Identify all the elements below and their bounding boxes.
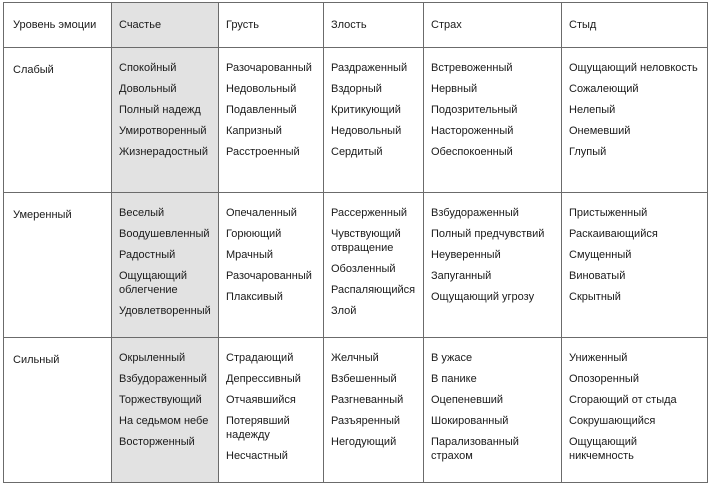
emotion-word: Полный надежд: [119, 104, 201, 116]
emotion-word: Спокойный: [119, 62, 177, 74]
cell-weak-shame: [562, 48, 708, 193]
emotion-word: Удовлетворенный: [119, 305, 211, 317]
emotion-word: Скрытный: [569, 291, 621, 303]
emotion-word: Окрыленный: [119, 352, 186, 364]
emotion-word: Ощущающий никчемность: [569, 436, 637, 462]
cell-strong-fear: [424, 338, 562, 483]
emotion-word: В ужасе: [431, 352, 473, 364]
emotion-word: Пристыженный: [569, 207, 648, 219]
emotion-word: Несчастный: [226, 450, 288, 462]
cell-weak-fear: [424, 48, 562, 193]
emotion-word: Вздорный: [331, 83, 382, 95]
emotion-word: Неуверенный: [431, 249, 501, 261]
emotion-word: Сердитый: [331, 146, 383, 158]
cell-strong-shame: [562, 338, 708, 483]
cell-moderate-happiness: [112, 193, 219, 338]
emotion-word: Отчаявшийся: [226, 394, 296, 406]
row-level-weak: Слабый: [4, 48, 112, 193]
emotion-word: Полный предчувствий: [431, 228, 545, 240]
emotion-word: Недовольный: [331, 125, 402, 137]
emotion-word: Разъяренный: [331, 415, 401, 427]
emotion-word: Сгорающий от стыда: [569, 394, 677, 406]
emotion-word: Сокрушающийся: [569, 415, 656, 427]
emotion-word: Обозленный: [331, 263, 396, 275]
emotion-word: Потерявший надежду: [226, 415, 290, 441]
header-sadness: Грусть: [219, 3, 324, 48]
row-level-moderate: Умеренный: [4, 193, 112, 338]
emotion-word: Виноватый: [569, 270, 626, 282]
emotion-word: Онемевший: [569, 125, 631, 137]
emotion-word: Ощущающий угрозу: [431, 291, 535, 303]
emotion-word: Раскаивающийся: [569, 228, 658, 240]
header-happiness: Счастье: [112, 3, 219, 48]
emotion-word: Нервный: [431, 83, 478, 95]
cell-moderate-shame: [562, 193, 708, 338]
emotion-word: Недовольный: [226, 83, 297, 95]
emotion-word: Чувствующий отвращение: [331, 228, 401, 254]
cell-moderate-sadness: [219, 193, 324, 338]
emotion-word: Желчный: [331, 352, 379, 364]
emotion-word: Сожалеющий: [569, 83, 639, 95]
emotion-word: Опечаленный: [226, 207, 297, 219]
emotion-word: Радостный: [119, 249, 176, 261]
emotion-word: В панике: [431, 373, 477, 385]
cell-moderate-anger: [324, 193, 424, 338]
emotion-word: Горюющий: [226, 228, 282, 240]
emotion-word: Негодующий: [331, 436, 397, 448]
emotion-word: Ощущающий облегчение: [119, 270, 187, 296]
emotion-word: Настороженный: [431, 125, 514, 137]
cell-strong-sadness: [219, 338, 324, 483]
emotion-word: Нелепый: [569, 104, 616, 116]
emotion-word: Страдающий: [226, 352, 294, 364]
emotion-word: Встревоженный: [431, 62, 513, 74]
emotion-word: Жизнерадостный: [119, 146, 208, 158]
emotion-word: Парализованный страхом: [431, 436, 519, 462]
row-level-strong: Сильный: [4, 338, 112, 483]
emotion-word: Злой: [331, 305, 357, 317]
emotion-word: Подавленный: [226, 104, 297, 116]
emotion-table: [3, 2, 708, 483]
emotion-word: Расстроенный: [226, 146, 300, 158]
cell-weak-happiness: [112, 48, 219, 193]
emotion-word: Униженный: [569, 352, 628, 364]
cell-moderate-fear: [424, 193, 562, 338]
emotion-word: Запуганный: [431, 270, 492, 282]
header-fear: Страх: [424, 3, 562, 48]
header-row: [4, 3, 708, 48]
emotion-word: Взбудораженный: [431, 207, 519, 219]
emotion-word: Раздраженный: [331, 62, 408, 74]
table-row-weak: [4, 48, 708, 193]
emotion-word: Взбудораженный: [119, 373, 207, 385]
emotion-word: Ощущающий неловкость: [569, 62, 698, 74]
emotion-word: Воодушевленный: [119, 228, 210, 240]
emotion-word: Взбешенный: [331, 373, 397, 385]
emotion-word: Оцепеневший: [431, 394, 504, 406]
emotion-word: Разочарованный: [226, 62, 312, 74]
emotion-word: Распаляющийся: [331, 284, 416, 296]
emotion-word: Умиротворенный: [119, 125, 207, 137]
emotion-word: Опозоренный: [569, 373, 639, 385]
table-row-strong: [4, 338, 708, 483]
emotion-word: Капризный: [226, 125, 282, 137]
emotion-word: Разочарованный: [226, 270, 312, 282]
emotion-word: Довольный: [119, 83, 177, 95]
emotion-word: Рассерженный: [331, 207, 408, 219]
emotion-word: Смущенный: [569, 249, 632, 261]
emotion-word: На седьмом небе: [119, 415, 209, 427]
emotion-word: Мрачный: [226, 249, 274, 261]
cell-strong-happiness: [112, 338, 219, 483]
emotion-word: Торжествующий: [119, 394, 202, 406]
cell-strong-anger: [324, 338, 424, 483]
emotion-word: Веселый: [119, 207, 165, 219]
emotion-word: Глупый: [569, 146, 607, 158]
emotion-word: Восторженный: [119, 436, 195, 448]
cell-weak-sadness: [219, 48, 324, 193]
cell-weak-anger: [324, 48, 424, 193]
emotion-word: Обеспокоенный: [431, 146, 513, 158]
emotion-word: Разгневанный: [331, 394, 404, 406]
emotion-word: Плаксивый: [226, 291, 283, 303]
emotion-word: Критикующий: [331, 104, 401, 116]
header-shame: Стыд: [562, 3, 708, 48]
header-anger: Злость: [324, 3, 424, 48]
emotion-word: Депрессивный: [226, 373, 301, 385]
emotion-word: Подозрительный: [431, 104, 518, 116]
table-row-moderate: [4, 193, 708, 338]
header-level: Уровень эмоции: [4, 3, 112, 48]
emotion-word: Шокированный: [431, 415, 509, 427]
